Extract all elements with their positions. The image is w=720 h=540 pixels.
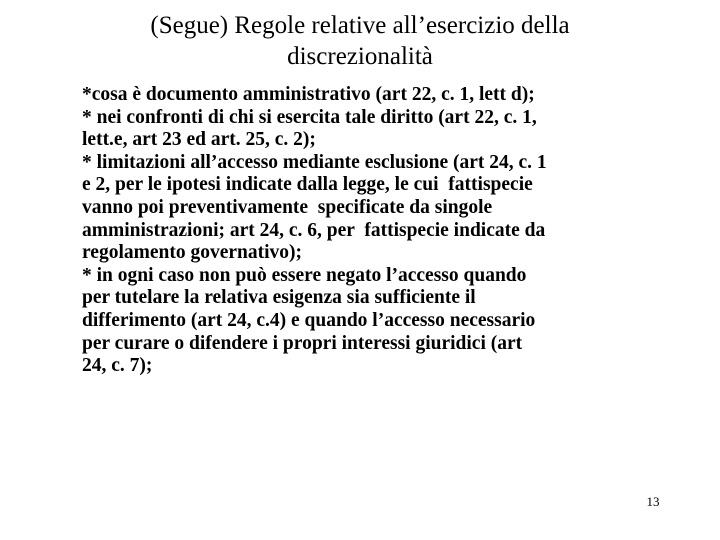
body-line: 24, c. 7);: [82, 355, 153, 377]
body-line: regolamento governativo);: [82, 242, 303, 264]
body-line: e 2, per le ipotesi indicate dalla legge, le cui fattispecie: [82, 174, 533, 196]
slide-title-line: discrezionalità: [287, 43, 433, 70]
slide-title-line: (Segue) Regole relative all’esercizio della: [150, 12, 570, 39]
body-line: amministrazioni; art 24, c. 6, per fattispecie indicate da: [82, 219, 546, 241]
page-number: 13: [646, 494, 660, 509]
body-line: * nei confronti di chi si esercita tale diritto (art 22, c. 1,: [82, 106, 537, 128]
body-line: per tutelare la relativa esigenza sia sufficiente il: [82, 287, 476, 309]
slide-body-text: [82, 84, 672, 378]
body-line: *cosa è documento amministrativo (art 22, c. 1, lett d);: [82, 84, 535, 105]
body-line: * in ogni caso non può essere negato l’accesso quando: [82, 264, 527, 286]
body-line: lett.e, art 23 ed art. 25, c. 2);: [82, 129, 316, 151]
body-line: vanno poi preventivamente specificate da singole: [82, 196, 493, 218]
slide-title: [60, 10, 660, 72]
body-line: per curare o difendere i propri interessi giuridici (art: [82, 332, 523, 354]
body-line: * limitazioni all’accesso mediante esclusione (art 24, c. 1: [82, 151, 547, 173]
body-line: differimento (art 24, c.4) e quando l’accesso necessario: [82, 309, 536, 331]
